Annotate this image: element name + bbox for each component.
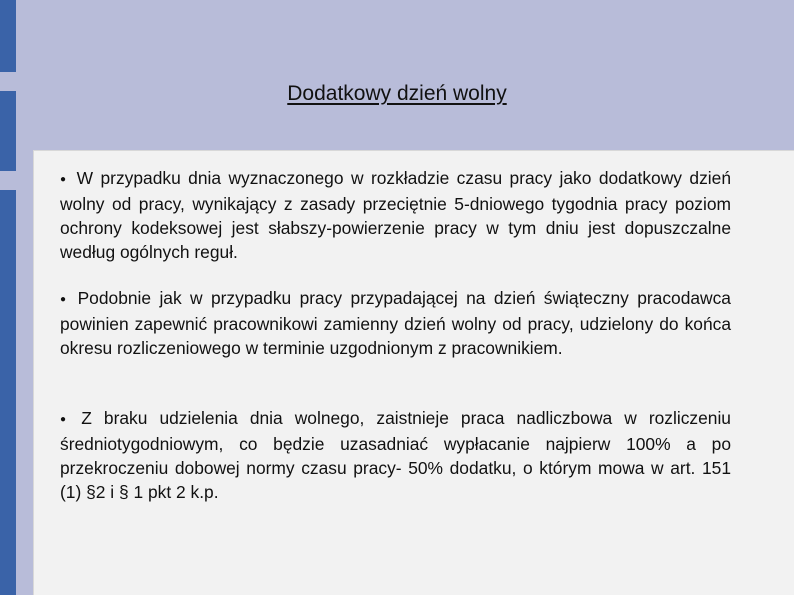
accent-bar-top: [0, 0, 16, 72]
bullet-paragraph-1: [60, 166, 731, 264]
paragraph-text-3: Z braku udzielenia dnia wolnego, zaistnieje praca nadliczbowa w rozliczeniu średniotygodniowym, co będzie uzasadniać wypłacanie najpierw 100% a po przekroczeniu dobowej normy czasu pracy- 50% dodatku, o którym mowa w art. 151 (1) §2 i § 1 pkt 2 k.p.: [60, 408, 731, 502]
bullet-icon: ●: [60, 174, 69, 185]
content-box: [33, 150, 794, 595]
slide-title: Dodatkowy dzień wolny: [287, 82, 507, 105]
accent-bar-bottom: [0, 190, 16, 595]
bullet-icon: ●: [60, 414, 74, 425]
paragraph-text-1: W przypadku dnia wyznaczonego w rozkładzie czasu pracy jako dodatkowy dzień wolny od pracy, wynikający z zasady przeciętnie 5-dniowego tygodnia pracy poziom ochrony kodeksowej jest słabszy-powierzenie pracy w tym dniu jest dopuszczalne według ogólnych reguł.: [60, 168, 731, 262]
bullet-paragraph-3: [60, 406, 731, 504]
bullet-icon: ●: [60, 294, 70, 305]
bullet-paragraph-2: [60, 286, 731, 360]
paragraph-text-2: Podobnie jak w przypadku pracy przypadającej na dzień świąteczny pracodawca powinien zapewnić pracownikowi zamienny dzień wolny od pracy, udzielony do końca okresu rozliczeniowego w terminie uzgodnionym z pracownikiem.: [60, 288, 731, 358]
